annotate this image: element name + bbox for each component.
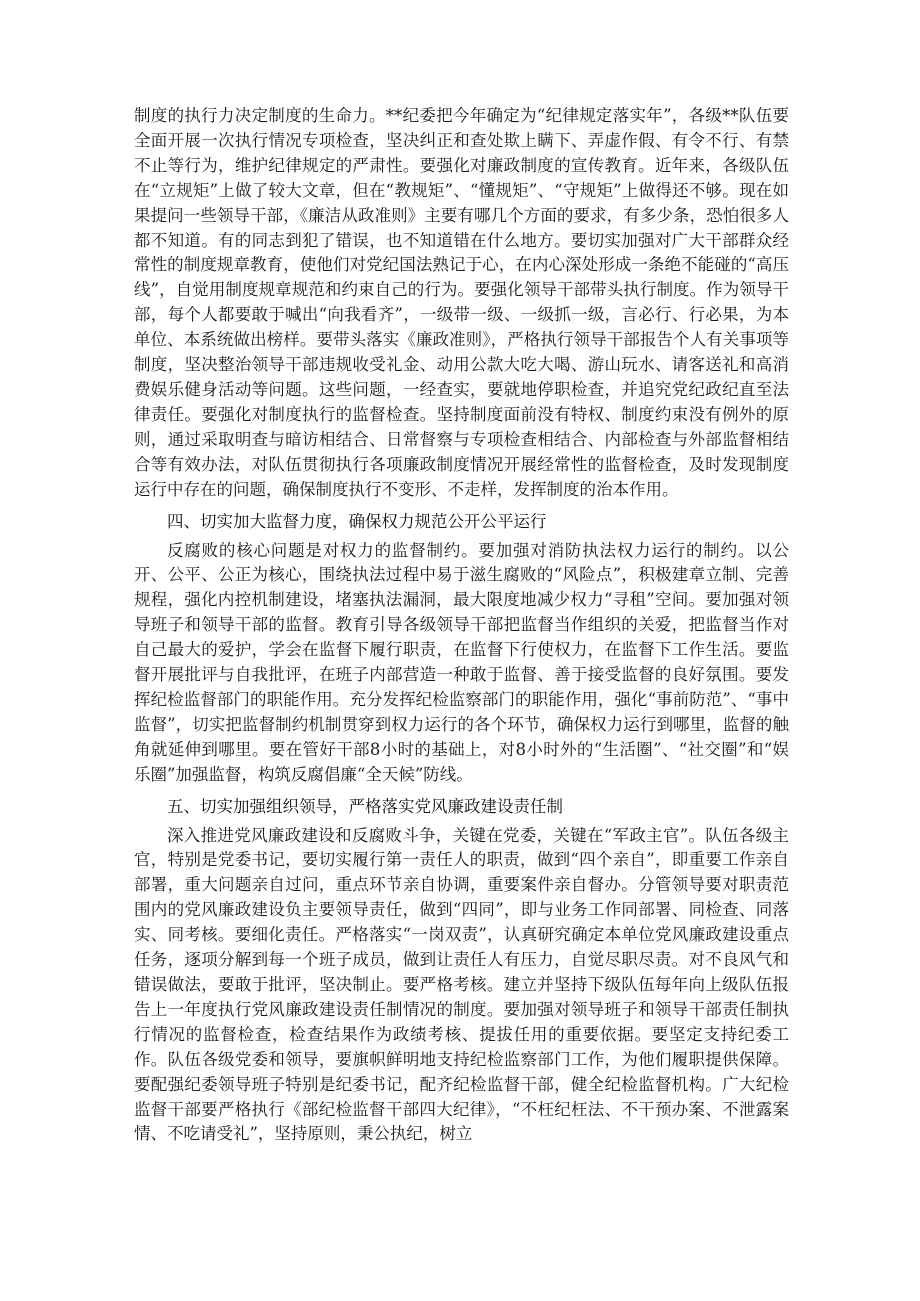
paragraph-1: 制度的执行力决定制度的生命力。**纪委把今年确定为“纪律规定落实年”，各级**队伍要全面开展一次执行情况专项检查，坚决纠正和查处欺上瞒下、弄虚作假、有令不行、有禁不止等行为，维护纪律规定的严肃性。要强化对廉政制度的宣传教育。近年来，各级队伍在“立规矩”上做了较大文章，但在“教规矩”、“懂规矩”、“守规矩”上做得还不够。现在如果提问一些领导干部，《廉洁从政准则》主要有哪几个方面的要求，有多少条，恐怕很多人都不知道。有的同志到犯了错误，也不知道错在什么地方。要切实加强对广大干部群众经常性的制度规章教育，使他们对党纪国法熟记于心，在内心深处形成一条绝不能碰的“高压线”，自觉用制度规章规范和约束自己的行为。要强化领导干部带头执行制度。作为领导干部，每个人都要敢于喊出“向我看齐”，一级带一级、一级抓一级，言必行、行必果，为本单位、本系统做出榜样。要带头落实《廉政准则》，严格执行领导干部报告个人有关事项等制度，坚决整治领导干部违规收受礼金、动用公款大吃大喝、游山玩水、请客送礼和高消费娱乐健身活动等问题。这些问题，一经查实，要就地停职检查，并追究党纪政纪直至法律责任。要强化对制度执行的监督检查。坚持制度面前没有特权、制度约束没有例外的原则，通过采取明查与暗访相结合、日常督察与专项检查相结合、内部检查与外部监督相结合等有效办法，对队伍贯彻执行各项廉政制度情况开展经常性的监督检查，及时发现制度运行中存在的问题，确保制度执行不变形、不走样，发挥制度的治本作用。 xyxy=(134,106,789,499)
section-heading-4: 四、切实加大监督力度，确保权力规范公开公平运行 xyxy=(167,511,547,531)
section-heading-5: 五、切实加强组织领导，严格落实党风廉政建设责任制 xyxy=(167,796,563,816)
document-body xyxy=(134,104,789,1147)
paragraph-2: 反腐败的核心问题是对权力的监督制约。要加强对消防执法权力运行的制约。以公开、公平、公正为核心，围绕执法过程中易于滋生腐败的“风险点”，积极建章立制、完善规程，强化内控机制建设，堵塞执法漏洞，最大限度地减少权力“寻租”空间。要加强对领导班子和领导干部的监督。教育引导各级领导干部把监督当作组织的关爱，把监督当作对自己最大的爱护，学会在监督下履行职责，在监督下行使权力，在监督下工作生活。要监督开展批评与自我批评，在班子内部营造一种敢于监督、善于接受监督的良好氛围。要发挥纪检监督部门的职能作用。充分发挥纪检监察部门的职能作用，强化“事前防范”、“事中监督”，切实把监督制约机制贯穿到权力运行的各个环节，确保权力运行到哪里，监督的触角就延伸到哪里。要在管好干部8小时的基础上，对8小时外的“生活圈”、“社交圈”和“娱乐圈”加强监督，构筑反腐倡廉“全天候”防线。 xyxy=(134,540,789,784)
paragraph-3: 深入推进党风廉政建设和反腐败斗争，关键在党委，关键在“军政主官”。队伍各级主官，特别是党委书记，要切实履行第一责任人的职责，做到“四个亲自”，即重要工作亲自部署，重大问题亲自过问，重点环节亲自协调，重要案件亲自督办。分管领导要对职责范围内的党风廉政建设负主要领导责任，做到“四同”，即与业务工作同部署、同检查、同落实、同考核。要细化责任。严格落实“一岗双责”，认真研究确定本单位党风廉政建设重点任务，逐项分解到每一个班子成员，做到让责任人有压力，自觉尽职尽责。对不良风气和错误做法，要敢于批评，坚决制止。要严格考核。建立并坚持下级队伍每年向上级队伍报告上一年度执行党风廉政建设责任制情况的制度。要加强对领导班子和领导干部责任制执行情况的监督检查，检查结果作为政绩考核、提拔任用的重要依据。要坚定支持纪委工作。队伍各级党委和领导，要旗帜鲜明地支持纪检监察部门工作，为他们履职提供保障。要配强纪委领导班子特别是纪委书记，配齐纪检监督干部，健全纪检监督机构。广大纪检监督干部要严格执行《部纪检监督干部四大纪律》，“不枉纪枉法、不干预办案、不泄露案情、不吃请受礼”，坚持原则，秉公执纪，树立 xyxy=(134,825,789,1144)
